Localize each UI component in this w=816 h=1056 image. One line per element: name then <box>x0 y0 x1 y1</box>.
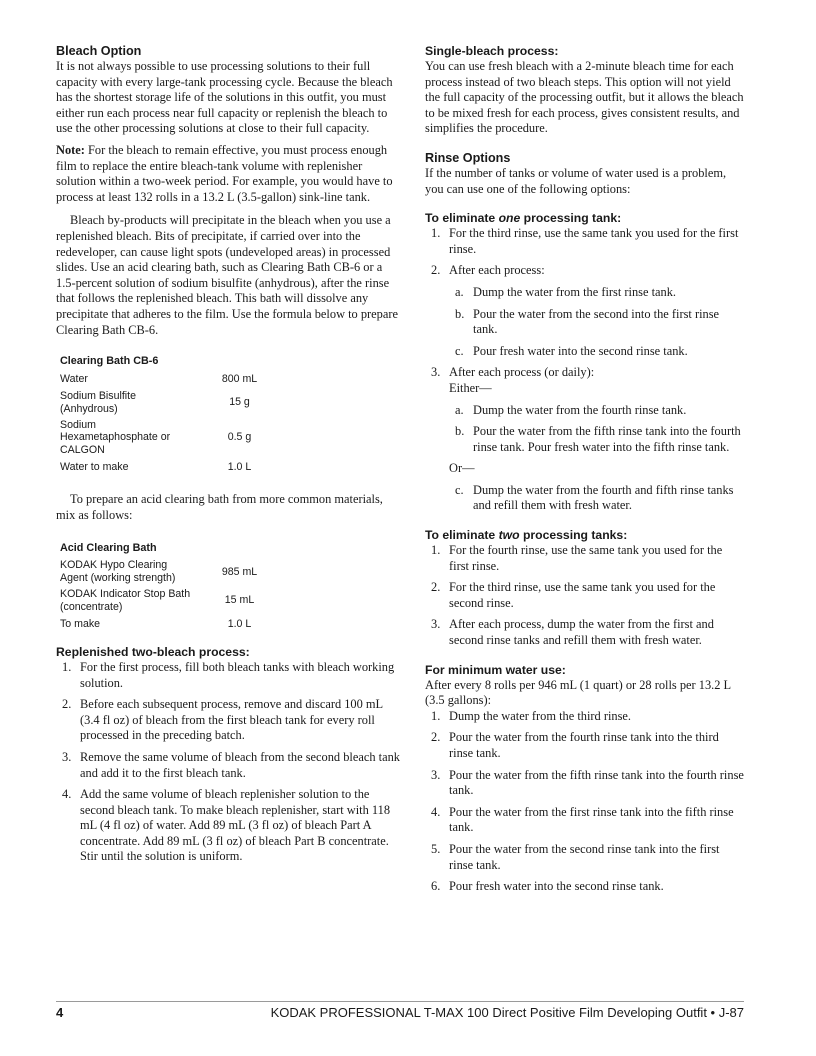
heading-text: processing tanks: <box>519 528 628 543</box>
heading-text: To eliminate <box>425 528 499 543</box>
table-row <box>56 458 400 476</box>
sub-list-item <box>449 285 745 301</box>
list-item-text: Before each subsequent process, remove and discard 100 mL (3.4 fl oz) of bleach from the first bleach tank for every roll processed in the preceding batch. <box>80 697 383 743</box>
list-item-text: Pour the water from the second rinse tank into the first rinse tank. <box>449 841 720 872</box>
list-item <box>425 879 745 895</box>
table-cell-value: 0.5 g <box>227 431 252 444</box>
list-item-text: Remove the same volume of bleach from the second bleach tank and add it to the first bleach tank. <box>80 749 400 780</box>
minimum-water-paragraph: After every 8 rolls per 946 mL (1 quart) or 28 rolls per 13.2 L (3.5 gallons): <box>425 677 731 708</box>
heading-text: processing tank: <box>520 211 622 226</box>
list-item <box>425 617 745 648</box>
sub-list-item <box>449 344 745 360</box>
list-item-text: Pour the water from the fifth rinse tank into the fourth rinse tank. <box>449 767 744 798</box>
list-item <box>425 365 745 514</box>
table-cell-name: To make <box>60 617 101 630</box>
table-cell-name: Sodium Bisulfite (Anhydrous) <box>60 390 136 415</box>
eliminate-one-list <box>425 226 745 514</box>
list-item-text: After each process, dump the water from the first and second rinse tanks and refill them with fresh water. <box>449 617 714 648</box>
table-title: Clearing Bath CB-6 <box>60 354 159 367</box>
list-item <box>425 709 745 725</box>
table-row <box>56 557 400 586</box>
table-row <box>56 388 400 417</box>
table-title: Acid Clearing Bath <box>60 542 157 555</box>
list-item-number: 4. <box>431 804 441 819</box>
sub-list <box>449 483 745 514</box>
either-label: Either— <box>449 380 492 395</box>
table-row <box>56 370 400 388</box>
byproducts-paragraph: Bleach by-products will precipitate in the bleach when you use a replenished bleach. Bits of precipitate, if carried over into the redeveloper, can cause light spots (undeveloped areas) in processed slides. Use an acid clearing bath, such as Clearing Bath CB-6 or a 1.5-percent solution of sodium bisulfite (anhydrous), after the rinse that follows the replenished bleach. This bath will dissolve any precipitate that adheres to the film. Use the formula below to prepare Clearing Bath CB-6. <box>56 213 398 337</box>
eliminate-two-list <box>425 543 745 649</box>
list-item-number: 1. <box>62 659 72 674</box>
table-row <box>56 615 400 633</box>
list-item-text: After each process (or daily): <box>449 365 595 380</box>
table-cell-value: 1.0 L <box>227 617 252 630</box>
sub-list-item <box>449 403 745 419</box>
clearing-bath-cb6-table <box>56 352 400 476</box>
section-heading-eliminate-two <box>425 528 745 543</box>
sub-list-text: Dump the water from the first rinse tank. <box>473 284 677 299</box>
table-cell-value: 985 mL <box>221 565 258 578</box>
sub-list-letter: a. <box>455 402 464 417</box>
list-item <box>425 580 745 611</box>
list-item-number: 4. <box>62 787 72 802</box>
section-heading-bleach-option: Bleach Option <box>56 44 142 58</box>
list-item-text: For the third rinse, use the same tank you used for the second rinse. <box>449 580 716 610</box>
list-item-text: Dump the water from the third rinse. <box>449 708 632 723</box>
sub-list-letter: a. <box>455 284 464 299</box>
list-item <box>425 263 745 359</box>
list-item <box>425 226 745 257</box>
list-item-number: 3. <box>62 749 72 764</box>
minimum-water-list <box>425 709 745 895</box>
list-item-number: 3. <box>431 365 441 380</box>
section-heading-replenished: Replenished two-bleach process: <box>56 644 250 659</box>
list-item <box>425 805 745 836</box>
sub-list-text: Pour the water from the fifth rinse tank into the fourth rinse tank. Pour fresh water into the fifth rinse tank. <box>473 424 741 454</box>
list-item-number: 2. <box>431 263 441 278</box>
table-cell-name: Sodium Hexametaphosphate or CALGON <box>60 418 171 456</box>
table-row <box>56 417 400 458</box>
table-cell-value: 15 mL <box>224 594 255 607</box>
heading-text: To eliminate <box>425 211 499 226</box>
sub-list-item <box>449 483 745 514</box>
section-heading-eliminate-one <box>425 211 745 226</box>
list-item <box>425 730 745 761</box>
section-heading-single-bleach: Single-bleach process: <box>425 44 559 58</box>
heading-emphasis: two <box>498 528 520 543</box>
note-paragraph <box>56 143 400 205</box>
list-item-number: 3. <box>431 617 441 632</box>
heading-emphasis: one <box>498 211 521 226</box>
sub-list-letter: c. <box>455 343 464 358</box>
footer-title: KODAK PROFESSIONAL T-MAX 100 Direct Positive Film Developing Outfit • J-87 <box>270 1005 744 1020</box>
list-item-text: For the fourth rinse, use the same tank you used for the first rinse. <box>449 543 723 573</box>
table-cell-value: 800 mL <box>221 372 258 385</box>
list-item <box>56 697 400 744</box>
table-row <box>56 586 400 615</box>
acid-clearing-bath-table <box>56 539 400 633</box>
footer-divider <box>56 1001 744 1002</box>
list-item-text: Pour the water from the first rinse tank into the fifth rinse tank. <box>449 804 734 835</box>
sub-list-text: Dump the water from the fourth rinse tank. <box>473 402 687 417</box>
list-item <box>425 543 745 574</box>
sub-list-item <box>449 307 745 338</box>
replenished-steps-list <box>56 660 400 865</box>
note-label: Note: <box>56 142 85 157</box>
or-label: Or— <box>449 461 475 476</box>
table-cell-name: KODAK Indicator Stop Bath (concentrate) <box>60 588 191 613</box>
sub-list-letter: b. <box>455 306 465 321</box>
bleach-option-paragraph: It is not always possible to use processing solutions to their full capacity with every large-tank processing cycle. Because the bleach has the shortest storage life of the solutions in this outfit, you must either run each process near full capacity or replenish the bleach to use the other processing solutions at close to their full capacity. <box>56 59 393 136</box>
left-column <box>56 44 400 871</box>
table-cell-name: Water to make <box>60 460 129 473</box>
list-item <box>56 750 400 781</box>
list-item-number: 2. <box>431 580 441 595</box>
section-heading-rinse-options: Rinse Options <box>425 150 511 165</box>
list-item-text: Add the same volume of bleach replenisher solution to the second bleach tank. To make bleach replenisher, start with 118 mL (4 fl oz) of water. Add 89 mL (3 fl oz) of bleach Part A concentrate. Add 89 mL (3 fl oz) of bleach Part B concentrate. Stir until the solution is uniform. <box>80 787 391 864</box>
sub-list <box>449 285 745 359</box>
list-item-number: 6. <box>431 879 441 894</box>
section-heading-minimum-water: For minimum water use: <box>425 662 566 677</box>
common-materials-paragraph: To prepare an acid clearing bath from more common materials, mix as follows: <box>56 492 383 522</box>
single-bleach-paragraph: You can use fresh bleach with a 2-minute bleach time for each process instead of two bleach steps. This option will not yield the full capacity of the processing outfit, but it allows the bleach to be mixed fresh for each process, gives consistent results, and simplifies the procedure. <box>425 59 744 136</box>
list-item-number: 2. <box>431 730 441 745</box>
table-cell-value: 1.0 L <box>227 460 252 473</box>
sub-list-text: Pour the water from the second into the first rinse tank. <box>473 306 720 337</box>
list-item <box>425 842 745 873</box>
note-text: For the bleach to remain effective, you must process enough film to replace the entire bleach-tank volume with replenisher solution within a two-week period. For example, you would have to process at least 132 rolls in a 13.2 L (3.5-gallon) sink-line tank. <box>56 142 393 204</box>
sub-list-item <box>449 424 745 455</box>
right-column <box>425 44 745 901</box>
sub-list <box>449 403 745 456</box>
list-item-text: For the first process, fill both bleach tanks with bleach working solution. <box>80 659 395 690</box>
list-item-number: 2. <box>62 697 72 712</box>
sub-list-letter: c. <box>455 482 464 497</box>
list-item <box>56 787 400 865</box>
list-item-text: After each process: <box>449 263 545 278</box>
list-item-number: 1. <box>431 543 441 558</box>
list-item <box>56 660 400 691</box>
sub-list-text: Dump the water from the fourth and fifth rinse tanks and refill them with fresh water. <box>473 482 734 513</box>
list-item-number: 3. <box>431 767 441 782</box>
table-cell-name: Water <box>60 372 88 385</box>
sub-list-text: Pour fresh water into the second rinse tank. <box>473 343 688 358</box>
list-item-text: Pour fresh water into the second rinse tank. <box>449 879 664 894</box>
table-cell-value: 15 g <box>229 396 250 409</box>
list-item-number: 1. <box>431 708 441 723</box>
sub-list-letter: b. <box>455 424 465 439</box>
rinse-options-paragraph: If the number of tanks or volume of water used is a problem, you can use one of the following options: <box>425 165 727 196</box>
list-item <box>425 768 745 799</box>
list-item-text: Pour the water from the fourth rinse tank into the third rinse tank. <box>449 730 719 760</box>
table-cell-name: KODAK Hypo Clearing Agent (working strength) <box>60 559 176 584</box>
list-item-number: 5. <box>431 841 441 856</box>
page-number: 4 <box>56 1005 64 1020</box>
list-item-text: For the third rinse, use the same tank you used for the first rinse. <box>449 226 739 256</box>
list-item-number: 1. <box>431 226 441 241</box>
